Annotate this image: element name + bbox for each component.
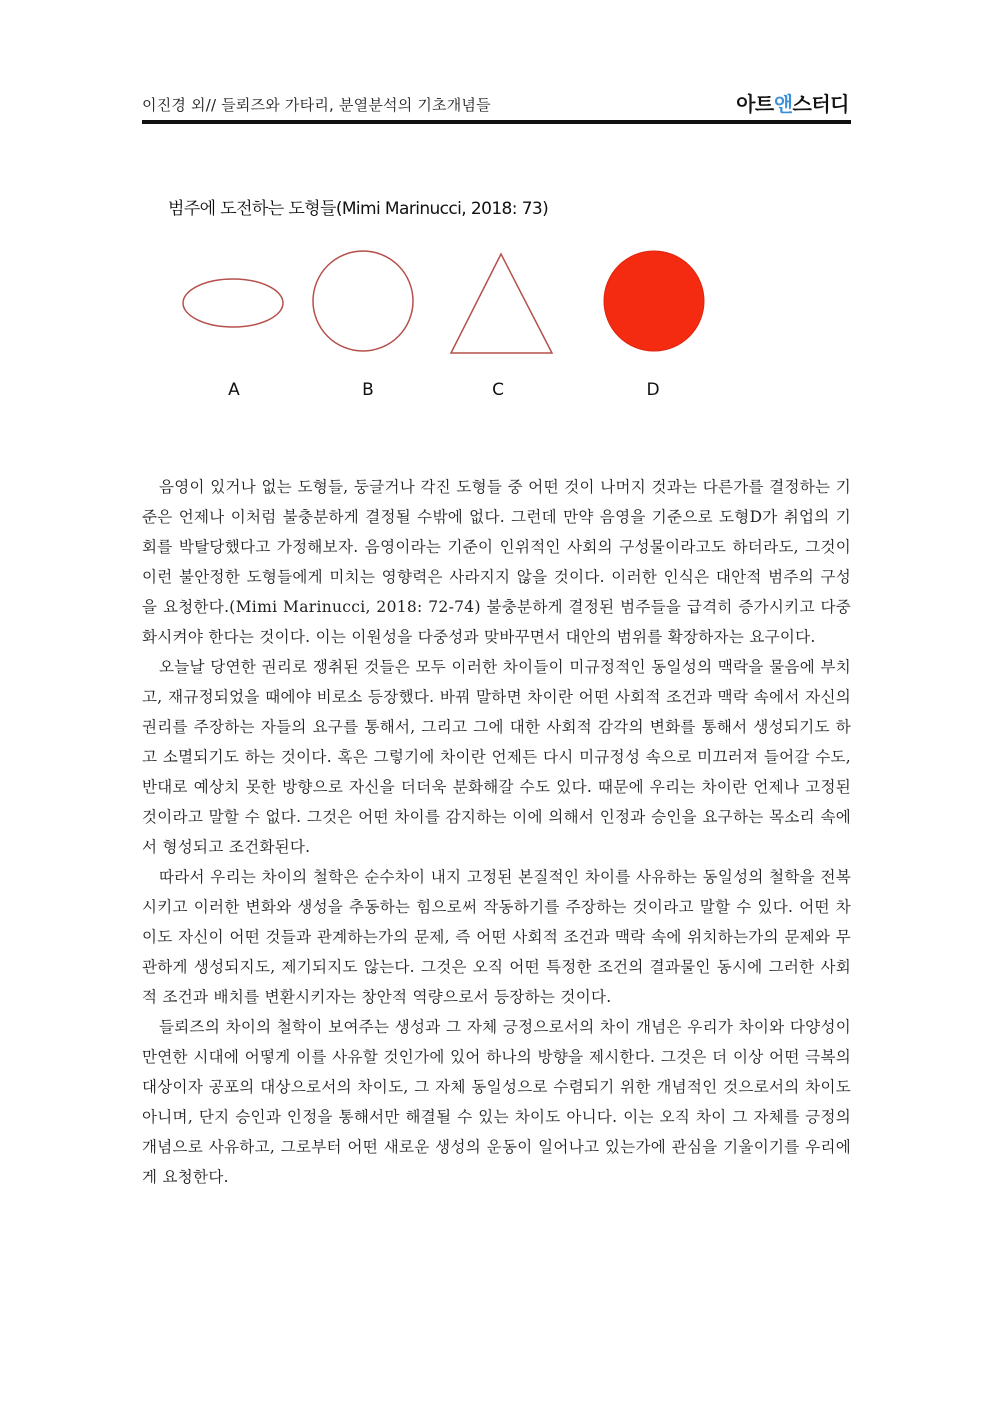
running-title: 이진경 외// 들뢰즈와 가타리, 분열분석의 기초개념들 (142, 96, 491, 114)
shape-b-label: B (362, 380, 374, 400)
brand-text-1: 아트 (736, 92, 774, 116)
paragraph: 음영이 있거나 없는 도형들, 둥글거나 각진 도형들 중 어떤 것이 나머지 것과는 다른가를 결정하는 기준은 언제나 이처럼 불충분하게 결정될 수밖에 없다. 그런데 만약 음영을 기준으로 도형D가 취업의 기회를 박탈당했다고 가정해보자. 음영이라는 기준이 인위적인 사회의 구성물이라고도 하더라도, 그것이 이런 불안정한 도형들에게 미치는 영향력은 사라지지 않을 것이다. 이러한 인식은 대안적 범주의 구성을 요청한다.(Mimi Marinucci, 2018: 72-74) 불충분하게 결정된 범주들을 급격히 증가시키고 다중화시켜야 한다는 것이다. 이는 이원성을 다중성과 맞바꾸면서 대안의 범위를 확장하자는 요구이다. (142, 478, 851, 646)
shape-a-ellipse (183, 279, 283, 327)
paragraph: 따라서 우리는 차이의 철학은 순수차이 내지 고정된 본질적인 차이를 사유하는 동일성의 철학을 전복시키고 이러한 변화와 생성을 추동하는 힘으로써 작동하기를 주장하는 것이라고 말할 수 있다. 어떤 차이도 자신이 어떤 것들과 관계하는가의 문제, 즉 어떤 사회적 조건과 맥락 속에 위치하는가의 문제와 무관하게 생성되지도, 제기되지도 않는다. 그것은 오직 어떤 특정한 조건의 결과물인 동시에 그러한 사회적 조건과 배치를 변환시키자는 창안적 역량으로서 등장하는 것이다. (142, 868, 851, 1006)
shape-d-filled-circle (604, 251, 704, 351)
page-header (142, 88, 851, 124)
shape-b-circle (313, 251, 413, 351)
figure-caption: 범주에 도전하는 도형들(Mimi Marinucci, 2018: 73) (168, 199, 549, 219)
shape-c-label: C (492, 380, 504, 400)
shape-c-triangle (451, 254, 552, 353)
shapes-figure (160, 235, 740, 410)
shape-a-label: A (228, 380, 240, 400)
brand-text-2: 스터디 (792, 92, 849, 116)
paragraph: 오늘날 당연한 권리로 쟁취된 것들은 모두 이러한 차이들이 미규정적인 동일성의 맥락을 물음에 부치고, 재규정되었을 때에야 비로소 등장했다. 바꿔 말하면 차이란 어떤 사회적 조건과 맥락 속에서 자신의 권리를 주장하는 자들의 요구를 통해서, 그리고 그에 대한 사회적 감각의 변화를 통해서 생성되기도 하고 소멸되기도 하는 것이다. 혹은 그렇기에 차이란 언제든 다시 미규정성 속으로 미끄러져 들어갈 수도, 반대로 예상치 못한 방향으로 자신을 더더욱 분화해갈 수도 있다. 때문에 우리는 차이란 언제나 고정된 것이라고 말할 수 없다. 그것은 어떤 차이를 감지하는 이에 의해서 인정과 승인을 요구하는 목소리 속에서 형성되고 조건화된다. (142, 658, 851, 856)
paragraph: 들뢰즈의 차이의 철학이 보여주는 생성과 그 자체 긍정으로서의 차이 개념은 우리가 차이와 다양성이 만연한 시대에 어떻게 이를 사유할 것인가에 있어 하나의 방향을 제시한다. 그것은 더 이상 어떤 극복의 대상이자 공포의 대상으로서의 차이도, 그 자체 동일성으로 수렴되기 위한 개념적인 것으로서의 차이도 아니며, 단지 승인과 인정을 통해서만 해결될 수 있는 차이도 아니다. 이는 오직 차이 그 자체를 긍정의 개념으로 사유하고, 그로부터 어떤 새로운 생성의 운동이 일어나고 있는가에 관심을 기울이기를 우리에게 요청한다. (142, 1018, 851, 1186)
brand-text-accent: 앤 (773, 92, 793, 116)
shape-d-label: D (646, 380, 660, 400)
body-text (142, 472, 851, 1192)
brand-logo (736, 88, 849, 117)
